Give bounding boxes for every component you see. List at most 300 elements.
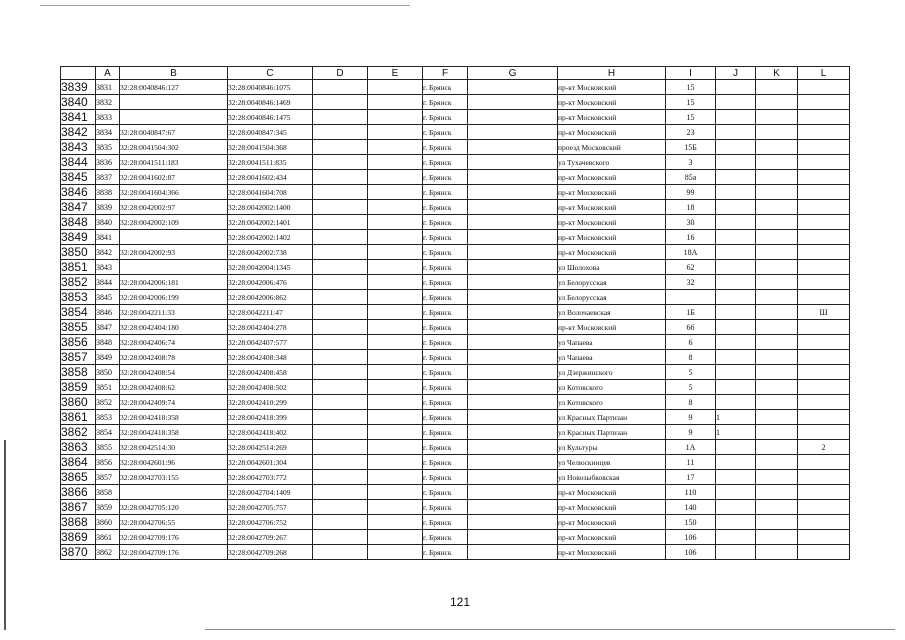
cell-k[interactable] (756, 215, 798, 230)
cell-h-street[interactable]: пр-кт Московский (558, 515, 666, 530)
cell-b-land-cadastral-number[interactable]: 32:28:0041604:366 (120, 185, 228, 200)
cell-c-building-cadastral-number[interactable]: 32:28:0042006:862 (228, 290, 313, 305)
row-number-cell[interactable]: 3864 (61, 455, 96, 470)
row-number-cell[interactable]: 3861 (61, 410, 96, 425)
cell-k[interactable] (756, 170, 798, 185)
cell-a-record-number[interactable]: 3833 (96, 110, 120, 125)
cell-a-record-number[interactable]: 3861 (96, 530, 120, 545)
cell-d[interactable] (313, 200, 368, 215)
cell-a-record-number[interactable]: 3860 (96, 515, 120, 530)
cell-a-record-number[interactable]: 3855 (96, 440, 120, 455)
cell-a-record-number[interactable]: 3839 (96, 200, 120, 215)
cell-k[interactable] (756, 305, 798, 320)
cell-g[interactable] (468, 230, 558, 245)
cell-l[interactable] (798, 230, 850, 245)
cell-b-land-cadastral-number[interactable]: 32:28:0041511:183 (120, 155, 228, 170)
row-number-cell[interactable]: 3857 (61, 350, 96, 365)
cell-g[interactable] (468, 500, 558, 515)
cell-f-city[interactable]: г. Брянск (423, 530, 468, 545)
cell-j[interactable] (716, 80, 756, 95)
cell-d[interactable] (313, 500, 368, 515)
cell-f-city[interactable]: г. Брянск (423, 80, 468, 95)
cell-e[interactable] (368, 380, 423, 395)
cell-j[interactable] (716, 455, 756, 470)
cell-l[interactable] (798, 170, 850, 185)
cell-g[interactable] (468, 515, 558, 530)
row-number-cell[interactable]: 3869 (61, 530, 96, 545)
cell-h-street[interactable]: пр-кт Московский (558, 245, 666, 260)
row-number-cell[interactable]: 3858 (61, 365, 96, 380)
cell-l[interactable] (798, 260, 850, 275)
cell-i-house-number[interactable]: 3 (666, 155, 716, 170)
cell-k[interactable] (756, 275, 798, 290)
cell-g[interactable] (468, 410, 558, 425)
cell-c-building-cadastral-number[interactable]: 32:28:0041604:708 (228, 185, 313, 200)
cell-d[interactable] (313, 170, 368, 185)
cell-b-land-cadastral-number[interactable]: 32:28:0042409:74 (120, 395, 228, 410)
cell-h-street[interactable]: ул Котовского (558, 380, 666, 395)
cell-l[interactable] (798, 335, 850, 350)
cell-d[interactable] (313, 260, 368, 275)
cell-b-land-cadastral-number[interactable]: 32:28:0042705:120 (120, 500, 228, 515)
cell-c-building-cadastral-number[interactable]: 32:28:0042408:348 (228, 350, 313, 365)
cell-k[interactable] (756, 365, 798, 380)
row-number-cell[interactable]: 3842 (61, 125, 96, 140)
cell-k[interactable] (756, 350, 798, 365)
cell-l[interactable] (798, 80, 850, 95)
cell-b-land-cadastral-number[interactable]: 32:28:0042408:62 (120, 380, 228, 395)
cell-j[interactable] (716, 245, 756, 260)
cell-e[interactable] (368, 290, 423, 305)
cell-f-city[interactable]: г. Брянск (423, 230, 468, 245)
row-number-cell[interactable]: 3865 (61, 470, 96, 485)
column-header-h[interactable]: H (558, 67, 666, 80)
cell-l[interactable] (798, 410, 850, 425)
cell-i-house-number[interactable]: 99 (666, 185, 716, 200)
cell-f-city[interactable]: г. Брянск (423, 290, 468, 305)
cell-d[interactable] (313, 470, 368, 485)
cell-k[interactable] (756, 500, 798, 515)
cell-j[interactable] (716, 125, 756, 140)
cell-k[interactable] (756, 185, 798, 200)
cell-l[interactable] (798, 350, 850, 365)
cell-b-land-cadastral-number[interactable]: 32:28:0041602:87 (120, 170, 228, 185)
cell-d[interactable] (313, 305, 368, 320)
cell-h-street[interactable]: пр-кт Московский (558, 200, 666, 215)
cell-d[interactable] (313, 110, 368, 125)
cell-j[interactable] (716, 395, 756, 410)
cell-a-record-number[interactable]: 3846 (96, 305, 120, 320)
cell-l[interactable] (798, 380, 850, 395)
cell-f-city[interactable]: г. Брянск (423, 500, 468, 515)
cell-h-street[interactable]: ул Шолохова (558, 260, 666, 275)
cell-e[interactable] (368, 530, 423, 545)
cell-d[interactable] (313, 545, 368, 560)
cell-l[interactable] (798, 425, 850, 440)
cell-l[interactable]: 2 (798, 440, 850, 455)
cell-g[interactable] (468, 530, 558, 545)
cell-f-city[interactable]: г. Брянск (423, 125, 468, 140)
cell-i-house-number[interactable]: 23 (666, 125, 716, 140)
cell-f-city[interactable]: г. Брянск (423, 410, 468, 425)
cell-h-street[interactable]: ул Чапаева (558, 350, 666, 365)
cell-a-record-number[interactable]: 3848 (96, 335, 120, 350)
cell-g[interactable] (468, 80, 558, 95)
cell-f-city[interactable]: г. Брянск (423, 170, 468, 185)
cell-g[interactable] (468, 470, 558, 485)
cell-c-building-cadastral-number[interactable]: 32:28:0042704:1409 (228, 485, 313, 500)
cell-e[interactable] (368, 170, 423, 185)
cell-j[interactable] (716, 185, 756, 200)
cell-b-land-cadastral-number[interactable]: 32:28:0042211:33 (120, 305, 228, 320)
cell-e[interactable] (368, 410, 423, 425)
cell-i-house-number[interactable]: 16 (666, 230, 716, 245)
cell-e[interactable] (368, 485, 423, 500)
cell-c-building-cadastral-number[interactable]: 32:28:0042002:1402 (228, 230, 313, 245)
cell-f-city[interactable]: г. Брянск (423, 140, 468, 155)
cell-i-house-number[interactable]: 85а (666, 170, 716, 185)
cell-b-land-cadastral-number[interactable]: 32:28:0042709:176 (120, 530, 228, 545)
cell-e[interactable] (368, 545, 423, 560)
column-header-j[interactable]: J (716, 67, 756, 80)
cell-e[interactable] (368, 515, 423, 530)
cell-g[interactable] (468, 320, 558, 335)
cell-a-record-number[interactable]: 3844 (96, 275, 120, 290)
cell-a-record-number[interactable]: 3832 (96, 95, 120, 110)
cell-c-building-cadastral-number[interactable]: 32:28:0042006:476 (228, 275, 313, 290)
cell-l[interactable] (798, 290, 850, 305)
row-number-cell[interactable]: 3849 (61, 230, 96, 245)
cell-g[interactable] (468, 215, 558, 230)
cell-f-city[interactable]: г. Брянск (423, 545, 468, 560)
cell-k[interactable] (756, 80, 798, 95)
cell-f-city[interactable]: г. Брянск (423, 425, 468, 440)
cell-d[interactable] (313, 155, 368, 170)
cell-l[interactable] (798, 125, 850, 140)
cell-b-land-cadastral-number[interactable]: 32:28:0042709:176 (120, 545, 228, 560)
cell-i-house-number[interactable]: 110 (666, 485, 716, 500)
cell-h-street[interactable]: ул Челюскинцев (558, 455, 666, 470)
cell-f-city[interactable]: г. Брянск (423, 215, 468, 230)
cell-h-street[interactable]: ул Котовского (558, 395, 666, 410)
cell-i-house-number[interactable]: 5 (666, 365, 716, 380)
cell-b-land-cadastral-number[interactable]: 32:28:0042408:54 (120, 365, 228, 380)
cell-c-building-cadastral-number[interactable]: 32:28:0042514:269 (228, 440, 313, 455)
cell-f-city[interactable]: г. Брянск (423, 275, 468, 290)
row-number-cell[interactable]: 3843 (61, 140, 96, 155)
cell-i-house-number[interactable]: 5 (666, 380, 716, 395)
cell-d[interactable] (313, 335, 368, 350)
cell-j[interactable] (716, 515, 756, 530)
cell-j[interactable] (716, 260, 756, 275)
cell-c-building-cadastral-number[interactable]: 32:28:0042418:399 (228, 410, 313, 425)
cell-d[interactable] (313, 80, 368, 95)
cell-c-building-cadastral-number[interactable]: 32:28:0040846:1469 (228, 95, 313, 110)
cell-k[interactable] (756, 515, 798, 530)
cell-k[interactable] (756, 155, 798, 170)
cell-f-city[interactable]: г. Брянск (423, 185, 468, 200)
cell-g[interactable] (468, 140, 558, 155)
cell-d[interactable] (313, 350, 368, 365)
cell-k[interactable] (756, 335, 798, 350)
cell-h-street[interactable]: пр-кт Московский (558, 185, 666, 200)
row-number-cell[interactable]: 3841 (61, 110, 96, 125)
cell-a-record-number[interactable]: 3843 (96, 260, 120, 275)
cell-k[interactable] (756, 245, 798, 260)
cell-d[interactable] (313, 410, 368, 425)
cell-g[interactable] (468, 110, 558, 125)
column-header-c[interactable]: C (228, 67, 313, 80)
column-header-d[interactable]: D (313, 67, 368, 80)
column-header-f[interactable]: F (423, 67, 468, 80)
row-number-cell[interactable]: 3870 (61, 545, 96, 560)
cell-a-record-number[interactable]: 3831 (96, 80, 120, 95)
cell-h-street[interactable]: пр-кт Московский (558, 500, 666, 515)
cell-c-building-cadastral-number[interactable]: 32:28:0042709:267 (228, 530, 313, 545)
cell-f-city[interactable]: г. Брянск (423, 260, 468, 275)
row-number-cell[interactable]: 3853 (61, 290, 96, 305)
cell-f-city[interactable]: г. Брянск (423, 515, 468, 530)
cell-e[interactable] (368, 260, 423, 275)
cell-d[interactable] (313, 485, 368, 500)
cell-a-record-number[interactable]: 3851 (96, 380, 120, 395)
cell-a-record-number[interactable]: 3849 (96, 350, 120, 365)
cell-i-house-number[interactable]: 1Б (666, 305, 716, 320)
cell-h-street[interactable]: пр-кт Московский (558, 95, 666, 110)
cell-d[interactable] (313, 530, 368, 545)
cell-c-building-cadastral-number[interactable]: 32:28:0042418:402 (228, 425, 313, 440)
cell-j[interactable] (716, 275, 756, 290)
cell-a-record-number[interactable]: 3841 (96, 230, 120, 245)
cell-d[interactable] (313, 215, 368, 230)
cell-j[interactable] (716, 500, 756, 515)
cell-b-land-cadastral-number[interactable]: 32:28:0042703:155 (120, 470, 228, 485)
cell-g[interactable] (468, 200, 558, 215)
row-number-cell[interactable]: 3866 (61, 485, 96, 500)
cell-j[interactable] (716, 485, 756, 500)
cell-d[interactable] (313, 95, 368, 110)
cell-e[interactable] (368, 125, 423, 140)
cell-b-land-cadastral-number[interactable] (120, 110, 228, 125)
cell-k[interactable] (756, 110, 798, 125)
row-number-cell[interactable]: 3846 (61, 185, 96, 200)
cell-j[interactable] (716, 530, 756, 545)
cell-i-house-number[interactable]: 106 (666, 545, 716, 560)
cell-a-record-number[interactable]: 3838 (96, 185, 120, 200)
cell-k[interactable] (756, 230, 798, 245)
cell-j[interactable] (716, 140, 756, 155)
cell-j[interactable] (716, 230, 756, 245)
cell-b-land-cadastral-number[interactable]: 32:28:0042006:199 (120, 290, 228, 305)
cell-k[interactable] (756, 290, 798, 305)
cell-f-city[interactable]: г. Брянск (423, 320, 468, 335)
row-number-cell[interactable]: 3855 (61, 320, 96, 335)
cell-i-house-number[interactable]: 62 (666, 260, 716, 275)
cell-d[interactable] (313, 365, 368, 380)
cell-h-street[interactable]: ул Белорусская (558, 290, 666, 305)
cell-k[interactable] (756, 470, 798, 485)
cell-h-street[interactable]: пр-кт Московский (558, 215, 666, 230)
cell-e[interactable] (368, 140, 423, 155)
cell-f-city[interactable]: г. Брянск (423, 335, 468, 350)
cell-b-land-cadastral-number[interactable]: 32:28:0042418:358 (120, 410, 228, 425)
row-number-cell[interactable]: 3840 (61, 95, 96, 110)
cell-i-house-number[interactable]: 18 (666, 200, 716, 215)
cell-c-building-cadastral-number[interactable]: 32:28:0042709:268 (228, 545, 313, 560)
cell-c-building-cadastral-number[interactable]: 32:28:0042705:757 (228, 500, 313, 515)
cell-d[interactable] (313, 275, 368, 290)
column-header-g[interactable]: G (468, 67, 558, 80)
cell-l[interactable] (798, 515, 850, 530)
cell-e[interactable] (368, 95, 423, 110)
cell-e[interactable] (368, 470, 423, 485)
cell-k[interactable] (756, 530, 798, 545)
cell-c-building-cadastral-number[interactable]: 32:28:0041504:368 (228, 140, 313, 155)
cell-d[interactable] (313, 140, 368, 155)
cell-d[interactable] (313, 245, 368, 260)
cell-e[interactable] (368, 440, 423, 455)
cell-j[interactable] (716, 200, 756, 215)
cell-h-street[interactable]: пр-кт Московский (558, 320, 666, 335)
cell-a-record-number[interactable]: 3857 (96, 470, 120, 485)
cell-d[interactable] (313, 125, 368, 140)
cell-j[interactable] (716, 365, 756, 380)
cell-g[interactable] (468, 245, 558, 260)
cell-h-street[interactable]: пр-кт Московский (558, 230, 666, 245)
cell-h-street[interactable]: пр-кт Московский (558, 125, 666, 140)
cell-g[interactable] (468, 395, 558, 410)
cell-g[interactable] (468, 260, 558, 275)
cell-i-house-number[interactable]: 9 (666, 410, 716, 425)
cell-e[interactable] (368, 80, 423, 95)
cell-a-record-number[interactable]: 3835 (96, 140, 120, 155)
cell-l[interactable]: Ш (798, 305, 850, 320)
cell-c-building-cadastral-number[interactable]: 32:28:0040846:1075 (228, 80, 313, 95)
cell-k[interactable] (756, 140, 798, 155)
cell-h-street[interactable]: пр-кт Московский (558, 530, 666, 545)
cell-i-house-number[interactable]: 150 (666, 515, 716, 530)
cell-j[interactable] (716, 320, 756, 335)
cell-e[interactable] (368, 155, 423, 170)
cell-a-record-number[interactable]: 3856 (96, 455, 120, 470)
cell-i-house-number[interactable]: 15 (666, 95, 716, 110)
cell-g[interactable] (468, 425, 558, 440)
cell-c-building-cadastral-number[interactable]: 32:28:0042703:772 (228, 470, 313, 485)
cell-c-building-cadastral-number[interactable]: 32:28:0040847:345 (228, 125, 313, 140)
cell-b-land-cadastral-number[interactable]: 32:28:0042002:109 (120, 215, 228, 230)
row-number-cell[interactable]: 3854 (61, 305, 96, 320)
cell-d[interactable] (313, 380, 368, 395)
cell-f-city[interactable]: г. Брянск (423, 440, 468, 455)
cell-l[interactable] (798, 530, 850, 545)
cell-d[interactable] (313, 440, 368, 455)
cell-d[interactable] (313, 515, 368, 530)
cell-i-house-number[interactable]: 15 (666, 80, 716, 95)
cell-j[interactable] (716, 440, 756, 455)
row-number-cell[interactable]: 3852 (61, 275, 96, 290)
cell-e[interactable] (368, 305, 423, 320)
cell-i-house-number[interactable]: 17 (666, 470, 716, 485)
cell-i-house-number[interactable] (666, 290, 716, 305)
cell-l[interactable] (798, 455, 850, 470)
cell-h-street[interactable]: ул Дзержинского (558, 365, 666, 380)
cell-c-building-cadastral-number[interactable]: 32:28:0041602:434 (228, 170, 313, 185)
cell-a-record-number[interactable]: 3834 (96, 125, 120, 140)
cell-k[interactable] (756, 485, 798, 500)
cell-g[interactable] (468, 545, 558, 560)
cell-j[interactable] (716, 215, 756, 230)
cell-f-city[interactable]: г. Брянск (423, 245, 468, 260)
cell-e[interactable] (368, 200, 423, 215)
cell-j[interactable] (716, 545, 756, 560)
column-header-i[interactable]: I (666, 67, 716, 80)
cell-g[interactable] (468, 95, 558, 110)
cell-b-land-cadastral-number[interactable] (120, 485, 228, 500)
cell-g[interactable] (468, 455, 558, 470)
cell-d[interactable] (313, 320, 368, 335)
cell-a-record-number[interactable]: 3840 (96, 215, 120, 230)
cell-k[interactable] (756, 395, 798, 410)
cell-l[interactable] (798, 470, 850, 485)
cell-j[interactable] (716, 350, 756, 365)
cell-e[interactable] (368, 110, 423, 125)
row-number-cell[interactable]: 3847 (61, 200, 96, 215)
cell-k[interactable] (756, 455, 798, 470)
cell-l[interactable] (798, 365, 850, 380)
cell-d[interactable] (313, 425, 368, 440)
cell-i-house-number[interactable]: 15 (666, 110, 716, 125)
cell-k[interactable] (756, 410, 798, 425)
cell-c-building-cadastral-number[interactable]: 32:28:0042002:1400 (228, 200, 313, 215)
cell-k[interactable] (756, 260, 798, 275)
cell-e[interactable] (368, 500, 423, 515)
cell-c-building-cadastral-number[interactable]: 32:28:0042211:47 (228, 305, 313, 320)
row-number-cell[interactable]: 3862 (61, 425, 96, 440)
cell-l[interactable] (798, 485, 850, 500)
cell-h-street[interactable]: пр-кт Московский (558, 485, 666, 500)
cell-f-city[interactable]: г. Брянск (423, 95, 468, 110)
cell-h-street[interactable]: пр-кт Московский (558, 170, 666, 185)
cell-h-street[interactable]: пр-кт Московский (558, 545, 666, 560)
cell-i-house-number[interactable]: 8 (666, 350, 716, 365)
cell-d[interactable] (313, 455, 368, 470)
cell-e[interactable] (368, 245, 423, 260)
cell-b-land-cadastral-number[interactable]: 32:28:0042002:93 (120, 245, 228, 260)
cell-a-record-number[interactable]: 3842 (96, 245, 120, 260)
row-number-cell[interactable]: 3839 (61, 80, 96, 95)
cell-i-house-number[interactable]: 30 (666, 215, 716, 230)
cell-l[interactable] (798, 545, 850, 560)
cell-l[interactable] (798, 395, 850, 410)
cell-i-house-number[interactable]: 11 (666, 455, 716, 470)
cell-g[interactable] (468, 485, 558, 500)
row-number-cell[interactable]: 3856 (61, 335, 96, 350)
cell-f-city[interactable]: г. Брянск (423, 200, 468, 215)
row-number-cell[interactable]: 3859 (61, 380, 96, 395)
cell-h-street[interactable]: пр-кт Московский (558, 110, 666, 125)
cell-e[interactable] (368, 275, 423, 290)
cell-i-house-number[interactable]: 15Б (666, 140, 716, 155)
cell-c-building-cadastral-number[interactable]: 32:28:0042002:738 (228, 245, 313, 260)
cell-a-record-number[interactable]: 3853 (96, 410, 120, 425)
cell-d[interactable] (313, 290, 368, 305)
cell-b-land-cadastral-number[interactable]: 32:28:0042406:74 (120, 335, 228, 350)
cell-f-city[interactable]: г. Брянск (423, 155, 468, 170)
cell-b-land-cadastral-number[interactable]: 32:28:0042006:181 (120, 275, 228, 290)
cell-h-street[interactable]: проезд Московский (558, 140, 666, 155)
cell-b-land-cadastral-number[interactable]: 32:28:0041504:302 (120, 140, 228, 155)
cell-c-building-cadastral-number[interactable]: 32:28:0040846:1475 (228, 110, 313, 125)
